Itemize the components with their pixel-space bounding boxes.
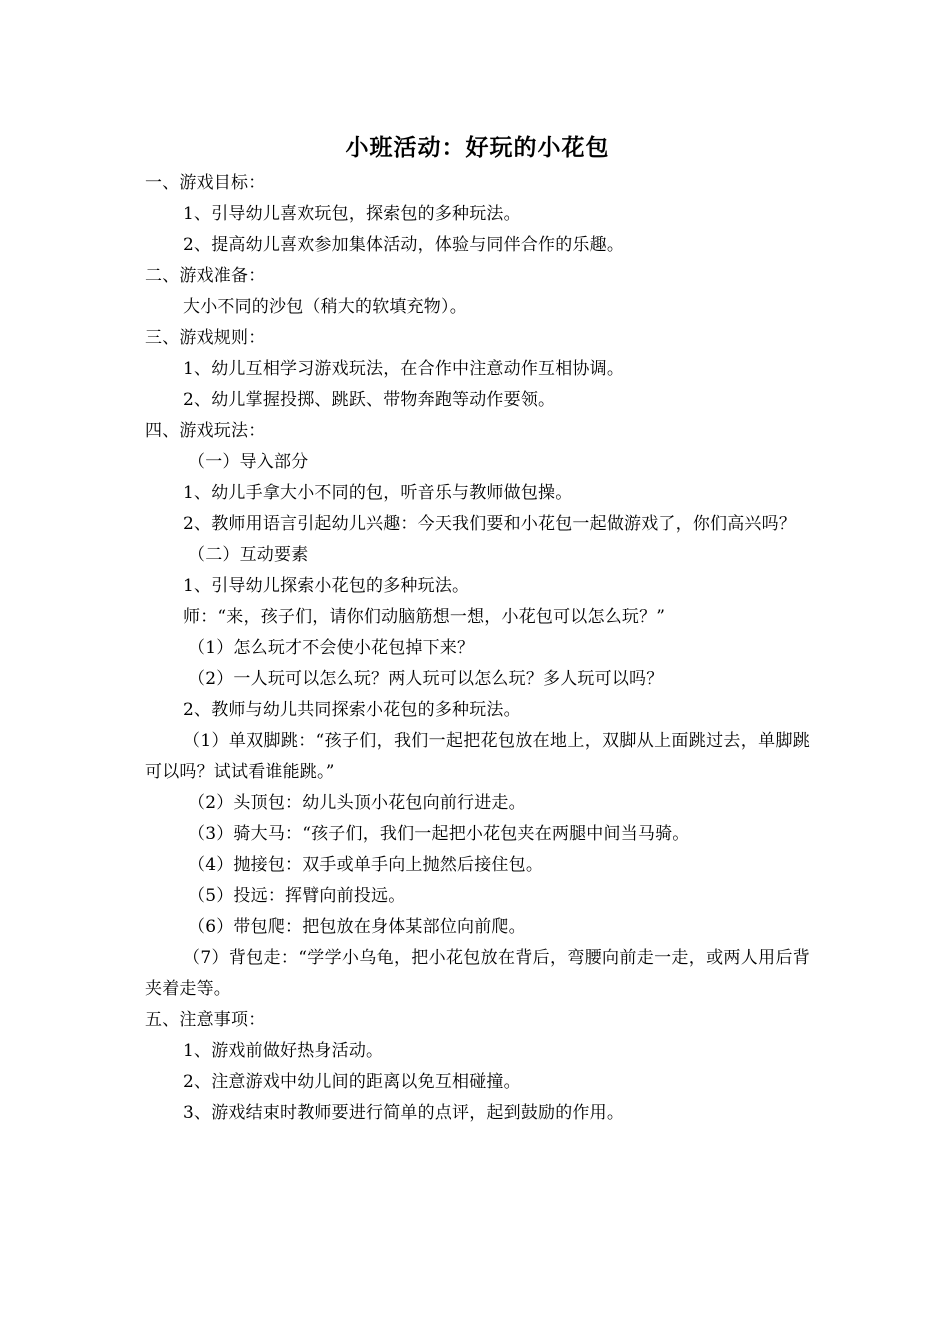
list-item: 2、教师与幼儿共同探索小花包的多种玩法。 xyxy=(183,700,521,720)
list-item: 2、注意游戏中幼儿间的距离以免互相碰撞。 xyxy=(183,1072,521,1092)
list-item: 大小不同的沙包（稍大的软填充物）。 xyxy=(183,297,467,317)
section-heading: 一、游戏目标： xyxy=(145,173,266,193)
section-heading: 四、游戏玩法： xyxy=(145,421,266,441)
paragraph: 2、教师用语言引起幼儿兴趣：今天我们要和小花包一起做游戏了，你们高兴吗？ xyxy=(183,514,797,534)
list-item: 1、幼儿手拿大小不同的包，听音乐与教师做包操。 xyxy=(183,483,573,503)
list-item: 1、幼儿互相学习游戏玩法，在合作中注意动作互相协调。 xyxy=(183,359,625,379)
list-item: 1、引导幼儿探索小花包的多种玩法。 xyxy=(183,576,470,596)
list-item: 2、提高幼儿喜欢参加集体活动，体验与同伴合作的乐趣。 xyxy=(183,235,625,255)
section-heading: 二、游戏准备： xyxy=(145,266,266,286)
document-title: 小班活动：好玩的小花包 xyxy=(345,134,610,161)
section-heading: 五、注意事项： xyxy=(145,1010,266,1030)
list-item: 1、引导幼儿喜欢玩包，探索包的多种玩法。 xyxy=(183,204,521,224)
paragraph: （1）单双脚跳：“孩子们，我们一起把花包放在地上，双脚从上面跳过去，单脚跳可以吗？试试看谁能跳。” xyxy=(145,731,810,782)
list-item: （2）一人玩可以怎么玩？两人玩可以怎么玩？多人玩可以吗？ xyxy=(188,669,664,689)
paragraph: （7）背包走：“学学小乌龟，把小花包放在背后，弯腰向前走一走，或两人用后背夹着走等。 xyxy=(145,948,810,999)
list-item: 1、游戏前做好热身活动。 xyxy=(183,1041,384,1061)
list-item: （6）带包爬：把包放在身体某部位向前爬。 xyxy=(188,917,526,937)
list-item: （4）抛接包：双手或单手向上抛然后接住包。 xyxy=(188,855,544,875)
section-heading: 三、游戏规则： xyxy=(145,328,266,348)
list-item: （1）怎么玩才不会使小花包掉下来？ xyxy=(188,638,475,658)
document-body xyxy=(145,168,810,1129)
list-item: （5）投远：挥臂向前投远。 xyxy=(188,886,406,906)
list-item: 2、幼儿掌握投掷、跳跃、带物奔跑等动作要领。 xyxy=(183,390,556,410)
document-page xyxy=(145,130,810,1129)
list-item: （3）骑大马：“孩子们，我们一起把小花包夹在两腿中间当马骑。 xyxy=(188,824,690,844)
list-item: （二）互动要素 xyxy=(188,545,309,565)
list-item: 3、游戏结束时教师要进行简单的点评，起到鼓励的作用。 xyxy=(183,1103,625,1123)
list-item: （一）导入部分 xyxy=(188,452,309,472)
list-item: 师：“来，孩子们，请你们动脑筋想一想，小花包可以怎么玩？” xyxy=(183,607,666,627)
list-item: （2）头顶包：幼儿头顶小花包向前行进走。 xyxy=(188,793,526,813)
